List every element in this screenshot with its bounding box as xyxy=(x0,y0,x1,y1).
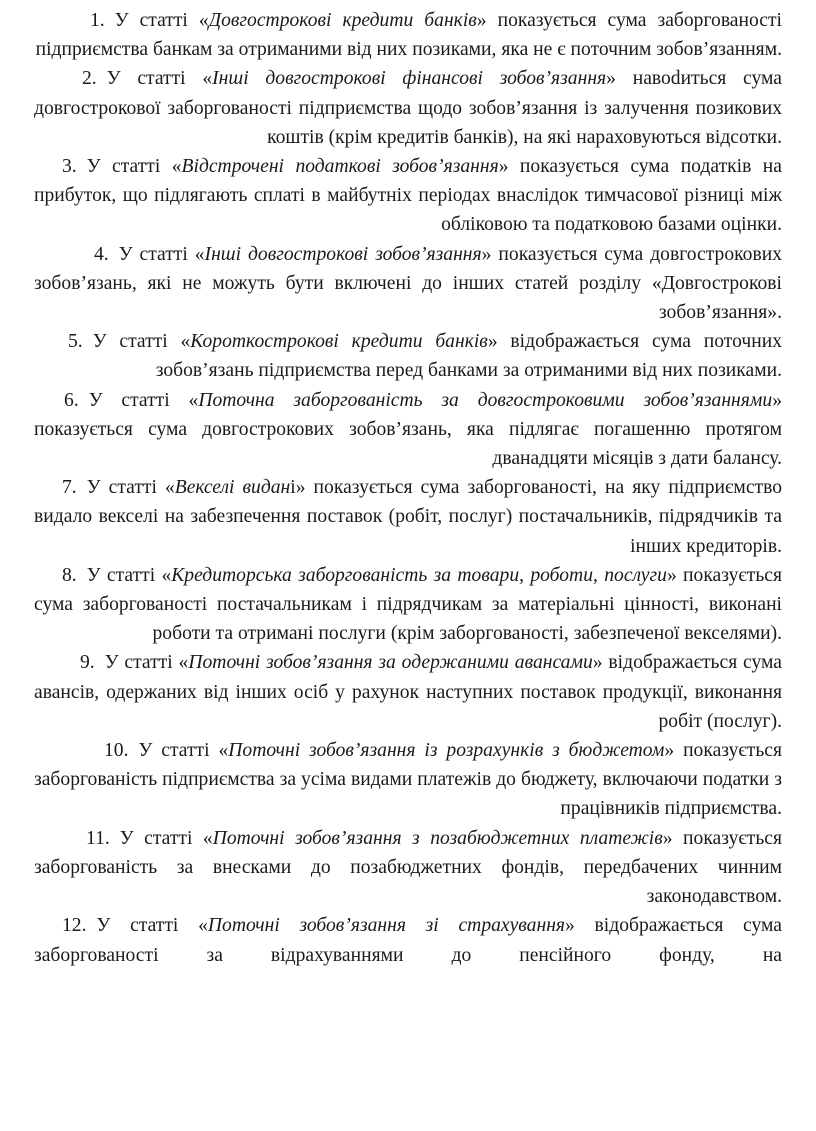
item-lead-text: У статті « xyxy=(104,652,189,674)
item-lead-text: У статті « xyxy=(86,564,172,586)
list-item xyxy=(34,824,782,912)
item-lead-text: У статті « xyxy=(106,68,213,90)
item-body-text: » відображається сума поточних зобов’язань підприємства перед банками за отриманими від них позиками. xyxy=(155,331,782,382)
item-article-title: Кредиторська заборгованість за товари, роботи, послуги xyxy=(171,564,667,586)
item-number: 1. xyxy=(90,10,105,31)
item-lead-text: У статті « xyxy=(86,156,182,178)
item-lead-text: У статті « xyxy=(88,389,199,411)
item-body-text: » показується заборгованість підприємства за усіма видами платежів до бюджету, включаючи податки з працівників підприємства. xyxy=(34,740,783,820)
item-number: 3. xyxy=(62,156,77,178)
item-body-text: » відображається сума заборгованості за відрахуваннями до пенсійного фонду, на xyxy=(34,915,782,966)
item-article-title: Інші довгострокові фінансові зобов’язання xyxy=(212,68,607,90)
list-item xyxy=(34,327,782,385)
list-item xyxy=(34,64,782,152)
item-article-title: Інші довгострокові зобов’язання xyxy=(204,243,482,265)
item-lead-text: У статті « xyxy=(86,477,175,499)
item-article-title: Поточні зобов’язання з позабюджетних платежів xyxy=(212,827,663,849)
item-article-title: Поточні зобов’язання зі страхування xyxy=(207,915,566,937)
item-number: 8. xyxy=(62,564,77,586)
item-body-text: » показується сума заборгованості підприємства банкам за отриманими від них позиками, яка не є поточним зобов’язанням. xyxy=(35,10,782,61)
item-number: 6. xyxy=(64,389,79,411)
item-body-text: » показується сума довгострокових зобов’язань, яка підлягає погашенню протягом дванадцяти місяців з дати балансу. xyxy=(34,389,782,470)
item-number: 12. xyxy=(62,915,87,937)
item-article-title: Поточна заборгованість за довгостроковими зобов’язаннями xyxy=(198,389,773,411)
item-lead-text: У статті « xyxy=(114,10,209,31)
list-item xyxy=(34,240,782,328)
item-body-text: » показується сума податків на прибуток, що підлягають сплаті в майбутніх періодах внаслідок тимчасової різниці між обліковою та податковою базами оцінки. xyxy=(34,156,782,236)
item-lead-text: У статті « xyxy=(119,827,213,849)
item-article-title: Поточні зобов’язання за одержаними авансами xyxy=(188,652,593,674)
item-body-text: і» показується сума заборгованості, на яку підприємство видало векселі на забезпечення поставок (робіт, послуг) постачальників, підрядчиків та інших кредиторів. xyxy=(34,477,782,557)
item-article-title: Поточні зобов’язання із розрахунків з бюджетом xyxy=(228,740,665,762)
item-lead-text: У статті « xyxy=(96,915,208,937)
item-body-text: » показується сума заборгованості постачальникам і підрядчикам за матеріальні цінності, виконані роботи та отримані послуги (крім заборгованості, забезпеченої векселями). xyxy=(34,564,782,645)
item-number: 5. xyxy=(68,331,83,353)
list-item xyxy=(34,473,782,561)
item-lead-text: У статті « xyxy=(118,243,205,265)
item-number: 7. xyxy=(62,477,77,499)
item-number: 10. xyxy=(104,740,129,762)
list-item xyxy=(34,6,782,64)
item-body-text: » відображається сума авансів, одержаних від інших осіб у рахунок наступних поставок продукції, виконання робіт (послуг). xyxy=(34,652,782,732)
item-article-title: Векселі видан xyxy=(174,477,291,499)
item-number: 4. xyxy=(94,243,109,265)
item-number: 9. xyxy=(80,652,95,674)
item-article-title: Довгострокові кредити банків xyxy=(208,10,477,31)
list-item xyxy=(34,736,782,824)
document-page xyxy=(34,6,782,970)
item-body-text: » показується заборгованість за внесками до позабюджетних фондів, передбачених чинним законодавством. xyxy=(34,827,782,908)
item-number: 11. xyxy=(86,827,110,849)
item-body-text: » показується сума довгострокових зобов’язань, які не можуть бути включені до інших статей розділу «Довгострокові зобов’язання». xyxy=(34,243,782,324)
item-lead-text: У статті « xyxy=(92,331,191,353)
item-body-text: » навоdиться сума довгострокової заборгованості підприємства щодо зобов’язання із залучення позикових коштів (крім кредитів банків), на які нараховуються відсотки. xyxy=(34,68,782,148)
list-item xyxy=(34,648,782,736)
item-article-title: Короткострокові кредити банків xyxy=(190,331,488,353)
item-number: 2. xyxy=(82,68,97,90)
list-item xyxy=(34,561,782,649)
list-item xyxy=(34,386,782,474)
list-item xyxy=(34,152,782,240)
item-lead-text: У статті « xyxy=(138,740,229,762)
item-article-title: Відстрочені податкові зобов’язання xyxy=(181,156,499,178)
list-item xyxy=(34,911,782,969)
